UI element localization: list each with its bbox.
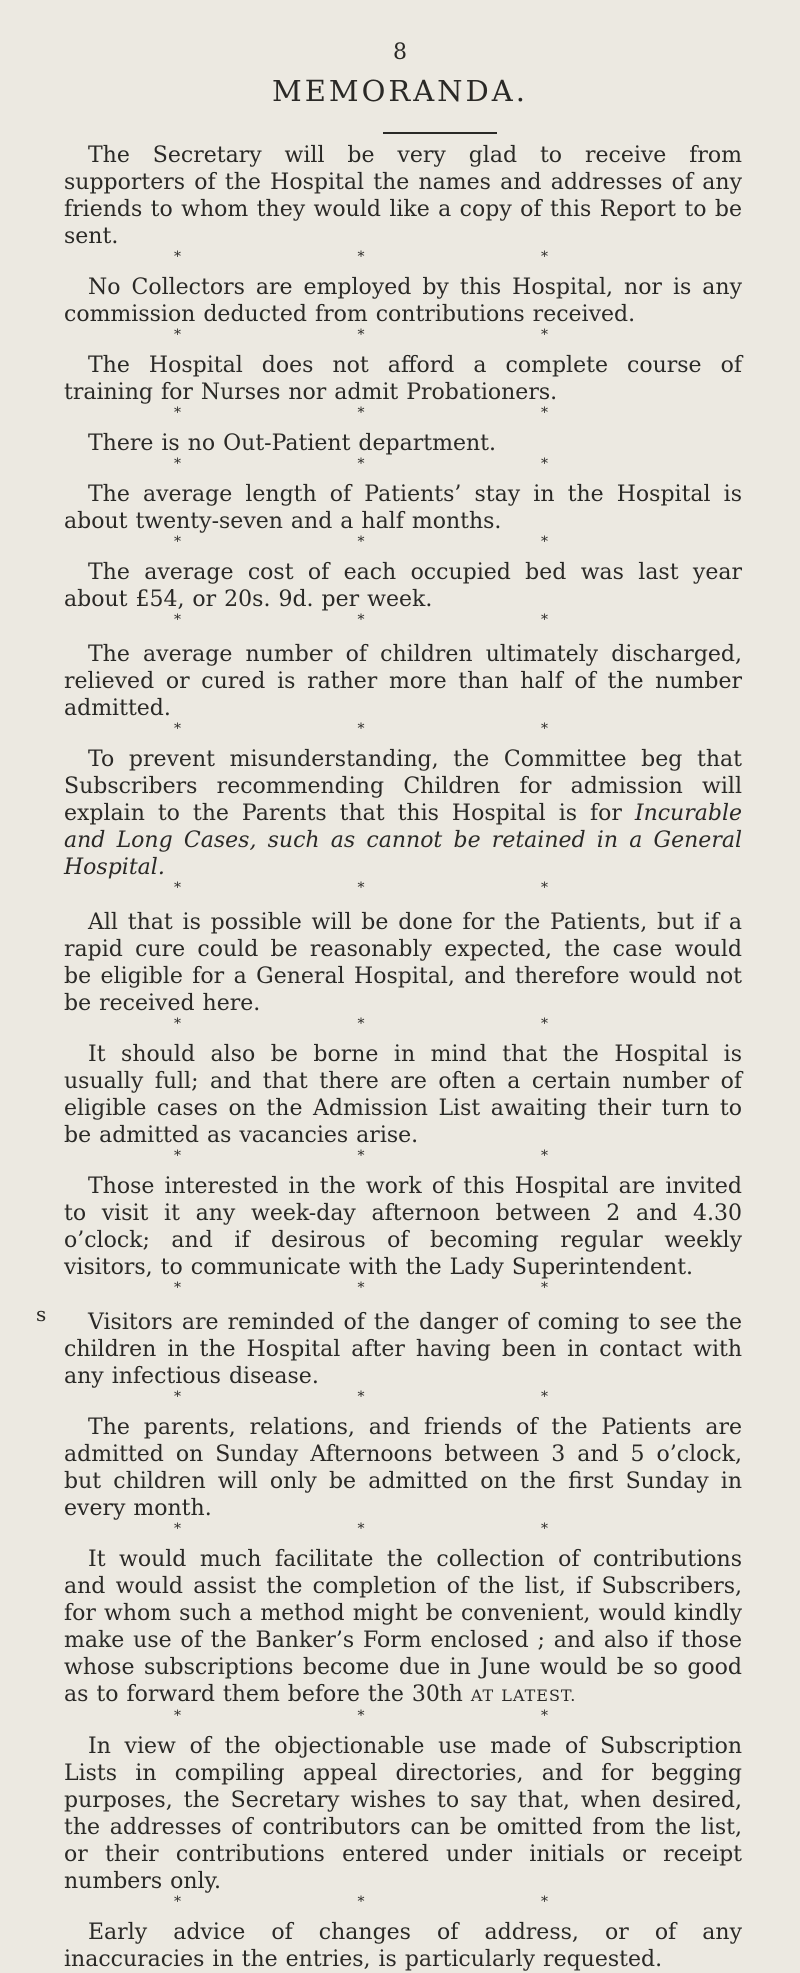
paragraph-infection-warning: Visitors are reminded of the danger of coming to see the children in the Hospital after having been in contact with any infectious disease. xyxy=(64,1310,742,1389)
paragraph-nurse-training: The Hospital does not afford a complete course of training for Nurses nor admit Probationers. xyxy=(64,353,742,405)
paragraph-no-collectors: No Collectors are employed by this Hospital, nor is any commission deducted from contributions received. xyxy=(64,275,742,327)
paragraph-rapid-cure: All that is possible will be done for the Patients, but if a rapid cure could be reasonably expected, the case would be eligible for a General Hospital, and therefore would not be received here. xyxy=(64,910,742,1016)
separator-asterisks: * * * xyxy=(174,1708,634,1724)
margin-mark: s xyxy=(36,1302,47,1326)
paragraph-misunderstanding-text: To prevent misunderstanding, the Committee beg that Subscribers recommending Children for admission will explain to the Parents that this Hospital is for xyxy=(64,747,742,826)
separator-asterisks: * * * xyxy=(174,456,634,472)
paragraph-bankers-form xyxy=(0,1546,800,1709)
paragraph-hospital-full: It should also be borne in mind that the Hospital is usually full; and that there are often a certain number of eligible cases on the Admission List awaiting their turn to be admitted as vacancies arise. xyxy=(64,1042,742,1148)
separator-asterisks: * * * xyxy=(174,1894,634,1910)
paragraph-report-copies: The Secretary will be very glad to receive from supporters of the Hospital the names and addresses of any friends to whom they would like a copy of this Report to be sent. xyxy=(64,143,742,249)
separator-asterisks: * * * xyxy=(174,1016,634,1032)
paragraph-bankers-form-text: It would much facilitate the collection of contributions and would assist the completion of the list, if Subscribers, for whom such a method might be convenient, would kindly make use of the Banker’s Form enclosed ; and also if those whose subscriptions become due in June would be so good as to forward them before the 30th xyxy=(64,1547,742,1707)
separator-asterisks: * * * xyxy=(174,721,634,737)
separator-asterisks: * * * xyxy=(174,880,634,896)
at-latest-emphasis: AT LATEST. xyxy=(470,1686,577,1705)
paragraph-discharged: The average number of children ultimately discharged, relieved or cured is rather more than half of the number admitted. xyxy=(64,642,742,721)
page-number: 8 xyxy=(393,40,407,65)
memoranda-body xyxy=(0,142,800,1973)
paragraph-length-of-stay: The average length of Patients’ stay in the Hospital is about twenty-seven and a half months. xyxy=(64,482,742,534)
paragraph-visiting: Those interested in the work of this Hospital are invited to visit it any week-day afternoon between 2 and 4.30 o’clock; and if desirous of becoming regular weekly visitors, to communicate with the Lady Superintendent. xyxy=(64,1174,742,1280)
separator-asterisks: * * * xyxy=(174,327,634,343)
separator-asterisks: * * * xyxy=(174,1280,634,1296)
separator-asterisks: * * * xyxy=(174,1389,634,1405)
separator-asterisks: * * * xyxy=(174,534,634,550)
paragraph-sunday-visits: The parents, relations, and friends of the Patients are admitted on Sunday Afternoons between 3 and 5 o’clock, but children will only be admitted on the first Sunday in every month. xyxy=(64,1415,742,1521)
paragraph-subscription-lists: In view of the objectionable use made of Subscription Lists in compiling appeal directories, and for begging purposes, the Secretary wishes to say that, when desired, the addresses of contributors can be omitted from the list, or their contributions entered under initials or receipt numbers only. xyxy=(64,1734,742,1894)
separator-asterisks: * * * xyxy=(174,1148,634,1164)
separator-asterisks: * * * xyxy=(174,405,634,421)
separator-asterisks: * * * xyxy=(174,1521,634,1537)
page-title: MEMORANDA. xyxy=(272,74,528,108)
separator-asterisks: * * * xyxy=(174,249,634,265)
separator-asterisks: * * * xyxy=(174,612,634,628)
paragraph-misunderstanding xyxy=(0,746,800,881)
paragraph-average-cost: The average cost of each occupied bed was last year about £54, or 20s. 9d. per week. xyxy=(64,560,742,612)
title-rule xyxy=(383,132,497,134)
paragraph-address-changes: Early advice of changes of address, or of any inaccuracies in the entries, is particularly requested. xyxy=(64,1920,742,1972)
incurable-cases-emphasis: Incurable and Long Cases, such as cannot be retained in a General Hospital. xyxy=(64,801,742,880)
paragraph-out-patient: There is no Out-Patient department. xyxy=(88,431,496,456)
